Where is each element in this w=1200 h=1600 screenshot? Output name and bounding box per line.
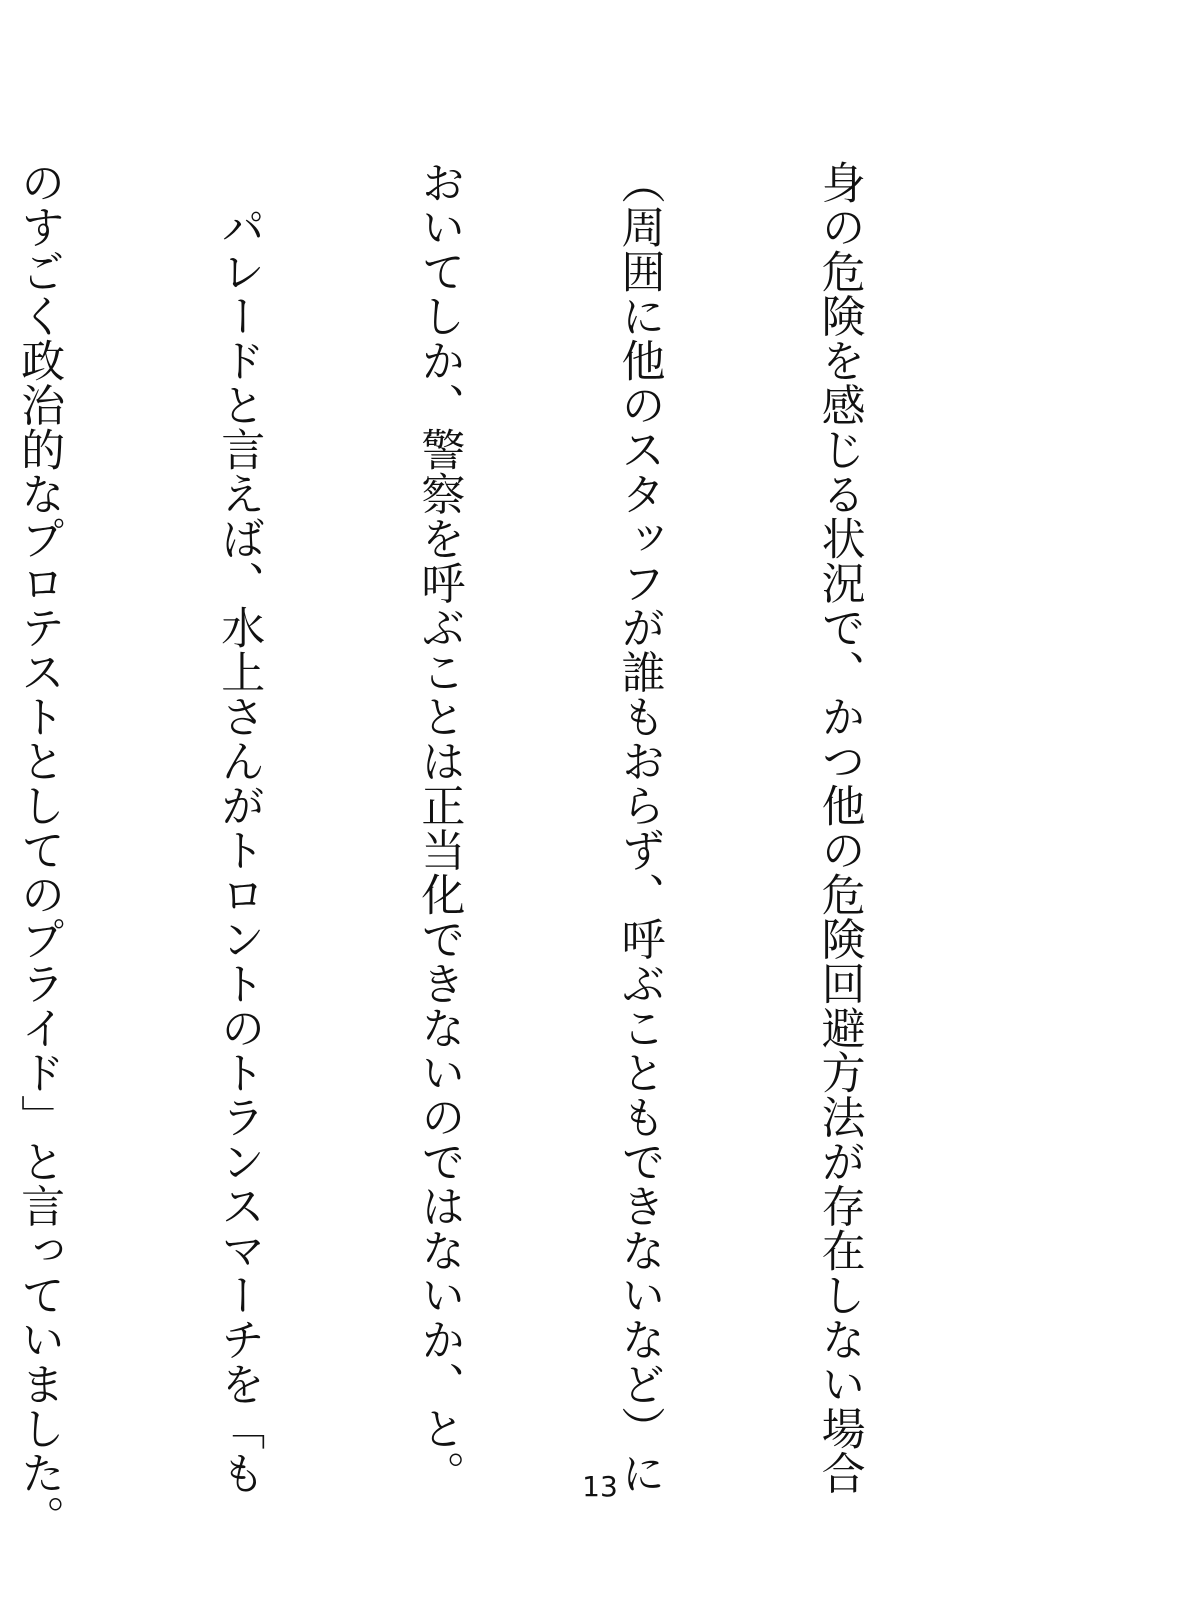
text-line: 身の危険を感じる状況で、かつ他の危険回避方法が存在しない場合 <box>813 160 865 1495</box>
text-line: のすごく政治的なプロテストとしてのプライド」と言っていました。 <box>13 160 65 1540</box>
page-number: 13 <box>582 1470 618 1503</box>
text-line: （周囲に他のスタッフが誰もおらず、呼ぶこともできないなど）に <box>613 160 665 1495</box>
text-line: おいてしか、警察を呼ぶことは正当化できないのではないか、と。 <box>413 160 465 1495</box>
text-line: パレードと言えば、水上さんがトロントのトランスマーチを「も <box>213 160 265 1495</box>
